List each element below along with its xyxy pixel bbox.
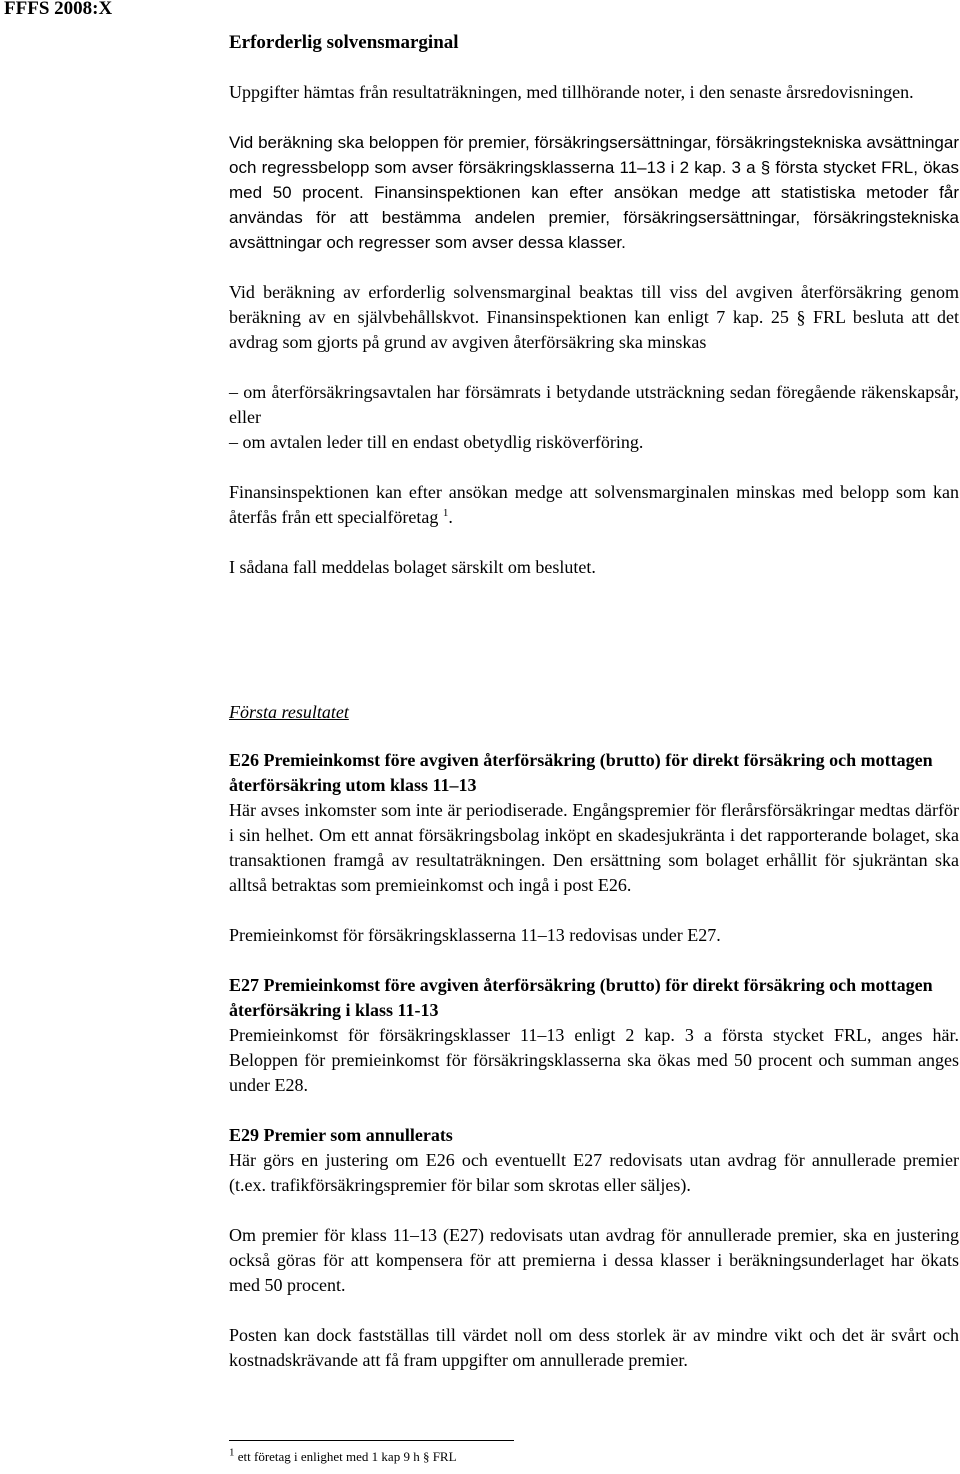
footnote-ref: 1 (442, 507, 449, 519)
footnote-text: ett företag i enlighet med 1 kap 9 h § FRL (237, 1449, 457, 1464)
e26-text: Här avses inkomster som inte är periodiserade. Engångspremier för flerårsförsäkringar medtas därför i sin helhet. Om ett annat försäkringsbolag inköpt en skadesjukränta i det rapporterande bolaget, ska transaktionen framgå av resultaträkningen. Den ersättning som bolaget erhållit för sjukräntan ska alltså betraktas som premieinkomst och ingå i post E26. (229, 800, 959, 895)
paragraph-2a: Vid beräkning ska beloppen för premier, försäkringsersättningar, försäkringstekniska avsättningar och regressbelopp som avser försäkringsklasserna 11–13 i 2 kap. 3 a § första stycket FRL, ökas med 50 procent. (229, 133, 959, 202)
paragraph-4-text: Finansinspektionen kan efter ansökan medge att solvensmarginalen minskas med belopp som kan återfås från ett specialföretag (229, 482, 959, 527)
e29-title: E29 Premier som annullerats (229, 1125, 453, 1145)
heading: Erforderlig solvensmarginal (229, 32, 459, 53)
paragraph-1: Uppgifter hämtas från resultaträkningen, med tillhörande noter, i den senaste årsredovisningen. (229, 82, 914, 102)
e27-text: Premieinkomst för försäkringsklasser 11–13 enligt 2 kap. 3 a första stycket FRL, anges här. Beloppen för premieinkomst för försäkringsklasserna ska ökas med 50 procent och summan anges under E28. (229, 1025, 959, 1095)
e26-note: Premieinkomst för försäkringsklasserna 11–13 redovisas under E27. (229, 925, 721, 945)
paragraph-5: I sådana fall meddelas bolaget särskilt om beslutet. (229, 557, 596, 577)
document-header: FFFS 2008:X (4, 0, 113, 19)
e26-title: E26 Premieinkomst före avgiven återförsäkring (brutto) för direkt försäkring och mottagen återförsäkring utom klass 11–13 (229, 750, 933, 795)
section-top (229, 30, 959, 580)
paragraph-7: Posten kan dock fastställas till värdet noll om dess storlek är av mindre vikt och det är svårt och kostnadskrävande att få fram uppgifter om annullerade premier. (229, 1325, 959, 1370)
paragraph-4-end: . (448, 507, 453, 527)
footnote-number: 1 (229, 1446, 235, 1459)
footnote (229, 1446, 457, 1465)
paragraph-2b: Finansinspektionen kan efter ansökan medge att statistiska metoder får användas för att bestämma andelen premier, försäkringsersättningar, försäkringstekniska avsättningar och regresser som avser dessa klasser. (229, 183, 959, 252)
dash-item-1: – om återförsäkringsavtalen har försämrats i betydande utsträckning sedan föregående räkenskapsår, eller (229, 382, 959, 427)
section-items (229, 748, 959, 1373)
footnote-divider (229, 1440, 514, 1441)
paragraph-4 (229, 480, 959, 530)
paragraph-3: Vid beräkning av erforderlig solvensmarginal beaktas till viss del avgiven återförsäkring genom beräkning av en självbehållskvot. Finansinspektionen kan enligt 7 kap. 25 § FRL besluta att det avdrag som gjorts på grund av avgiven återförsäkring ska minskas (229, 282, 959, 352)
e27-title: E27 Premieinkomst före avgiven återförsäkring (brutto) för direkt försäkring och mottagen återförsäkring i klass 11-13 (229, 975, 933, 1020)
paragraph-6: Om premier för klass 11–13 (E27) redovisats utan avdrag för annullerade premier, ska en justering också göras för att kompensera för att premierna i dessa klasser i beräkningsunderlaget har ökats med 50 procent. (229, 1225, 959, 1295)
dash-item-2: – om avtalen leder till en endast obetydlig risköverföring. (229, 432, 644, 452)
e29-text: Här görs en justering om E26 och eventuellt E27 redovisats utan avdrag för annullerade premier (t.ex. trafikförsäkringspremier för bilar som skrotas eller säljes). (229, 1150, 959, 1195)
section-title: Första resultatet (229, 702, 349, 722)
paragraph-2 (229, 130, 959, 255)
